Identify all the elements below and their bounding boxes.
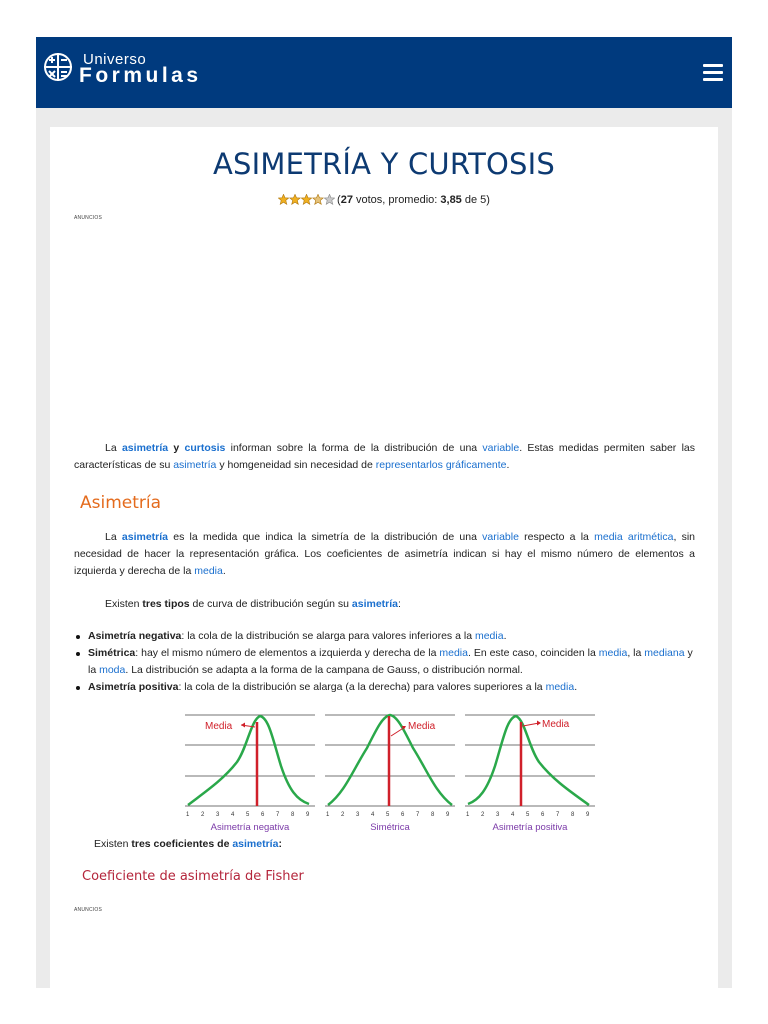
svg-text:1: 1 bbox=[326, 812, 330, 818]
svg-text:8: 8 bbox=[291, 812, 295, 818]
rating-row bbox=[50, 194, 718, 206]
svg-text:9: 9 bbox=[586, 812, 590, 818]
caption-asimetria-negativa: Asimetría negativa bbox=[210, 822, 290, 833]
section-heading-fisher: Coeficiente de asimetría de Fisher bbox=[82, 869, 304, 884]
distribution-types-list bbox=[74, 628, 695, 696]
page-title: ASIMETRÍA Y CURTOSIS bbox=[213, 147, 555, 181]
link-variable[interactable]: variable bbox=[482, 442, 520, 454]
rating-average: 3,85 bbox=[440, 194, 462, 206]
svg-text:3: 3 bbox=[496, 812, 500, 818]
star-rating-icon[interactable] bbox=[278, 194, 335, 205]
hamburger-menu-icon[interactable] bbox=[703, 64, 723, 82]
svg-text:6: 6 bbox=[401, 812, 405, 818]
svg-text:2: 2 bbox=[341, 812, 345, 818]
types-intro-paragraph: Existen tres tipos de curva de distribución según su asimetría: bbox=[105, 598, 401, 610]
link-media-sim[interactable]: media bbox=[439, 647, 468, 659]
ad-label: ANUNCIOS bbox=[74, 215, 102, 221]
svg-text:7: 7 bbox=[556, 812, 560, 818]
site-header bbox=[36, 37, 732, 108]
svg-text:9: 9 bbox=[446, 812, 450, 818]
svg-text:1: 1 bbox=[186, 812, 190, 818]
intro-paragraph: La asimetría y curtosis informan sobre la forma de la distribución de una variable. Estas medidas permiten saber las características de su asimetría y homgeneidad sin necesidad de representarlos gráficamente. bbox=[74, 442, 695, 471]
svg-text:1: 1 bbox=[466, 812, 470, 818]
link-representarlos[interactable]: representarlos gráficamente bbox=[375, 459, 507, 471]
svg-text:4: 4 bbox=[511, 812, 515, 818]
formula-logo-icon[interactable] bbox=[42, 51, 74, 83]
link-moda[interactable]: moda bbox=[99, 664, 126, 676]
link-asimetria-5[interactable]: asimetría bbox=[232, 838, 279, 850]
rating-of: de 5) bbox=[461, 194, 490, 206]
chart-asimetria-positiva bbox=[465, 710, 595, 835]
media-label: Media bbox=[205, 721, 233, 732]
section-heading-asimetria: Asimetría bbox=[80, 493, 162, 513]
list-item-asimetria-negativa: Asimetría negativa: la cola de la distribución se alarga para valores inferiores a la media. bbox=[74, 628, 695, 645]
svg-text:5: 5 bbox=[246, 812, 250, 818]
link-media-sim-2[interactable]: media bbox=[598, 647, 628, 659]
asymmetry-diagrams bbox=[185, 710, 595, 835]
asimetria-paragraph: La asimetría es la medida que indica la simetría de la distribución de una variable respecto a la media aritmética, sin necesidad de hacer la representación gráfica. Los coeficientes de asimetría indican si hay el mismo número de elementos a izquierda y derecha de la media. bbox=[74, 531, 695, 577]
svg-text:2: 2 bbox=[481, 812, 485, 818]
svg-text:3: 3 bbox=[216, 812, 220, 818]
link-media-pos[interactable]: media bbox=[545, 681, 575, 693]
svg-text:2: 2 bbox=[201, 812, 205, 818]
svg-text:6: 6 bbox=[541, 812, 545, 818]
svg-text:8: 8 bbox=[431, 812, 435, 818]
media-label-3: Media bbox=[542, 719, 570, 730]
svg-text:5: 5 bbox=[526, 812, 530, 818]
votes-text: votos, promedio: bbox=[352, 194, 441, 206]
svg-text:7: 7 bbox=[276, 812, 280, 818]
caption-simetrica: Simétrica bbox=[370, 822, 410, 833]
logo-text-top[interactable]: Universo bbox=[83, 51, 147, 68]
caption-asimetria-positiva: Asimetría positiva bbox=[492, 822, 568, 833]
link-asimetria-2[interactable]: asimetría bbox=[173, 459, 217, 471]
link-media[interactable]: media bbox=[194, 565, 223, 577]
link-media-neg[interactable]: media bbox=[474, 630, 504, 642]
votes-count: 27 bbox=[340, 194, 353, 206]
page-frame bbox=[36, 37, 732, 988]
svg-text:4: 4 bbox=[231, 812, 235, 818]
media-label-2: Media bbox=[408, 721, 436, 732]
link-asimetria[interactable]: asimetría bbox=[121, 442, 169, 454]
rating-open: ( bbox=[337, 194, 341, 206]
list-item-asimetria-positiva: Asimetría positiva: la cola de la distribución se alarga (a la derecha) para valores superiores a la media. bbox=[74, 679, 695, 696]
chart-asimetria-negativa bbox=[185, 710, 315, 835]
link-media-aritmetica[interactable]: media aritmética bbox=[594, 531, 674, 543]
logo-text-bottom[interactable]: Formulas bbox=[79, 64, 202, 87]
link-variable-2[interactable]: variable bbox=[482, 531, 519, 543]
link-mediana[interactable]: mediana bbox=[644, 647, 685, 659]
svg-text:4: 4 bbox=[371, 812, 375, 818]
coeficientes-paragraph: Existen tres coeficientes de asimetría: bbox=[94, 838, 282, 850]
link-curtosis[interactable]: curtosis bbox=[184, 442, 226, 454]
ad-label-2: ANUNCIOS bbox=[74, 907, 102, 913]
svg-text:8: 8 bbox=[571, 812, 575, 818]
svg-text:9: 9 bbox=[306, 812, 310, 818]
list-item-simetrica: Simétrica: hay el mismo número de elementos a izquierda y derecha de la media. En este caso, coinciden la media, la mediana y la moda. La distribución se adapta a la forma de la campana de Gauss, o distribución normal. bbox=[74, 645, 695, 679]
svg-text:5: 5 bbox=[386, 812, 390, 818]
svg-text:7: 7 bbox=[416, 812, 420, 818]
link-asimetria-3[interactable]: asimetría bbox=[121, 531, 169, 543]
link-asimetria-4[interactable]: asimetría bbox=[351, 598, 399, 610]
article-card bbox=[50, 127, 718, 988]
svg-text:6: 6 bbox=[261, 812, 265, 818]
chart-simetrica bbox=[325, 710, 455, 835]
svg-text:3: 3 bbox=[356, 812, 360, 818]
